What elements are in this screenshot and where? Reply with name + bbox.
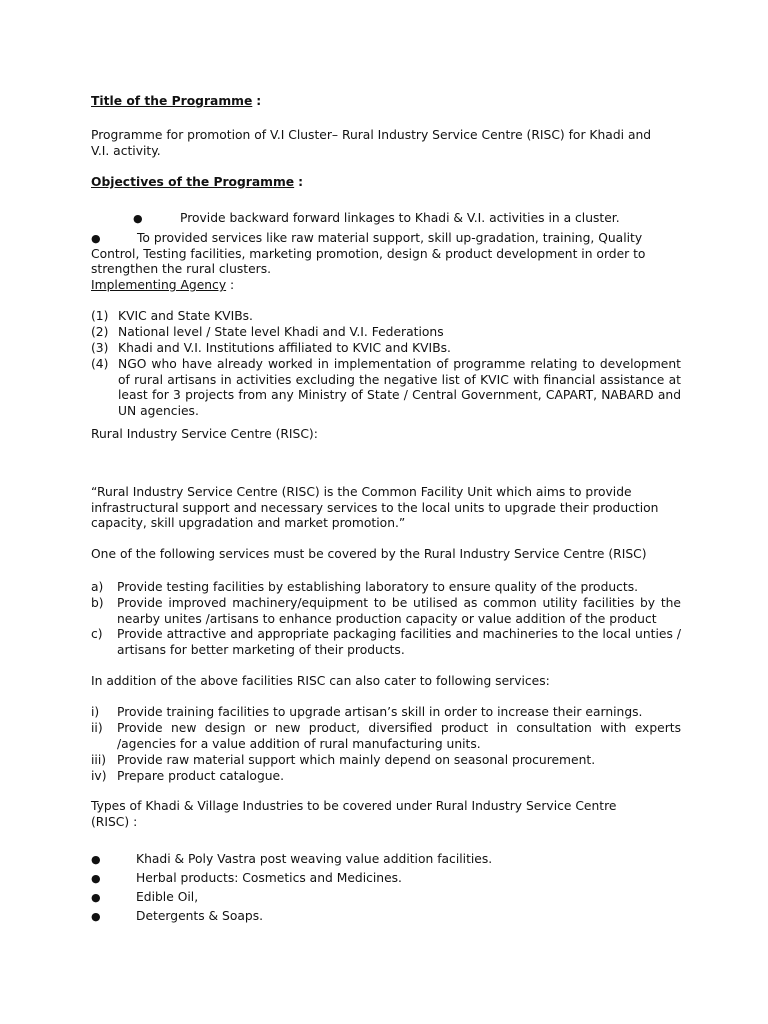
list-text: Provide testing facilities by establishing laboratory to ensure quality of the products. [117,580,639,594]
implementing-heading: Implementing Agency [91,278,227,292]
objective-bullet-icon: ● [91,232,101,245]
types-intro: Types of Khadi & Village Industries to be covered under Rural Industry Service Centre (RISC) : [91,799,617,829]
list-item [91,357,681,419]
list-text: National level / State level Khadi and V.I. Federations [118,325,444,339]
list-marker: a) [91,580,104,594]
objective-item: Provide backward forward linkages to Khadi & V.I. activities in a cluster. [180,211,620,225]
list-text: Prepare product catalogue. [117,769,285,783]
programme-text: Programme for promotion of V.I Cluster– Rural Industry Service Centre (RISC) for Khadi and V.I. activity. [91,128,652,158]
list-marker: iii) [91,753,107,767]
list-item [91,627,681,658]
list-text: Provide raw material support which mainly depend on seasonal procurement. [117,753,596,767]
list-marker: (1) [91,309,109,323]
type-bullet-icon: ● [91,910,101,923]
list-item [91,596,681,627]
type-bullet-icon: ● [91,872,101,885]
objectives-colon: : [298,175,303,189]
objective-item: To provided services like raw material support, skill up-gradation, training, Quality Control, Testing facilities, marketing promotion, design & product development in order to strengthen the rural clusters. [91,231,646,277]
list-item [91,753,681,769]
type-bullet-icon: ● [91,853,101,866]
list-item [91,705,681,721]
list-marker: (3) [91,341,109,355]
title-colon: : [256,94,262,108]
title-heading: Title of the Programme [91,94,253,108]
list-text: Provide new design or new product, diversified product in consultation with experts /agencies for a value addition of rural manufacturing units. [117,721,681,751]
list-marker: (4) [91,357,109,371]
list-item [91,309,681,325]
additional-intro: In addition of the above facilities RISC can also cater to following services: [91,674,550,688]
list-marker: c) [91,627,103,641]
list-marker: i) [91,705,100,719]
list-marker: iv) [91,769,107,783]
list-text: Provide attractive and appropriate packaging facilities and machineries to the local unties / artisans for better marketing of their products. [117,627,681,657]
implementing-heading-line [91,278,681,294]
list-item [91,721,681,752]
list-text: Provide improved machinery/equipment to be utilised as common utility facilities by the nearby unites /artisans to enhance production capacity or value addition of the product [117,596,681,626]
list-marker: (2) [91,325,109,339]
objective-bullet-icon: ● [133,212,143,225]
type-item: Detergents & Soaps. [136,909,264,923]
risc-definition: “Rural Industry Service Centre (RISC) is the Common Facility Unit which aims to provide infrastructural support and necessary services to the local units to upgrade their production capacity, skill upgradation and market promotion.” [91,485,659,531]
type-item: Khadi & Poly Vastra post weaving value addition facilities. [136,852,493,866]
list-text: NGO who have already worked in implementation of programme relating to development of rural artisans in activities excluding the negative list of KVIC with financial assistance at least for 3 projects from any Ministry of State / Central Government, CAPART, NABARD and UN agencies. [118,357,681,418]
list-item [91,769,681,785]
list-item [91,580,681,596]
title-heading-line [91,94,681,110]
type-item: Herbal products: Cosmetics and Medicines. [136,871,402,885]
objectives-heading-line [91,175,681,191]
type-bullet-icon: ● [91,891,101,904]
type-item: Edible Oil, [136,890,199,904]
implementing-colon: : [230,278,235,292]
list-item [91,341,681,357]
list-item [91,325,681,341]
risc-heading: Rural Industry Service Centre (RISC): [91,427,318,441]
list-marker: ii) [91,721,103,735]
list-marker: b) [91,596,104,610]
list-text: KVIC and State KVIBs. [118,309,253,323]
objectives-heading: Objectives of the Programme [91,175,295,189]
list-text: Khadi and V.I. Institutions affiliated to KVIC and KVIBs. [118,341,451,355]
list-text: Provide training facilities to upgrade artisan’s skill in order to increase their earnings. [117,705,643,719]
services-intro: One of the following services must be covered by the Rural Industry Service Centre (RISC) [91,547,647,561]
